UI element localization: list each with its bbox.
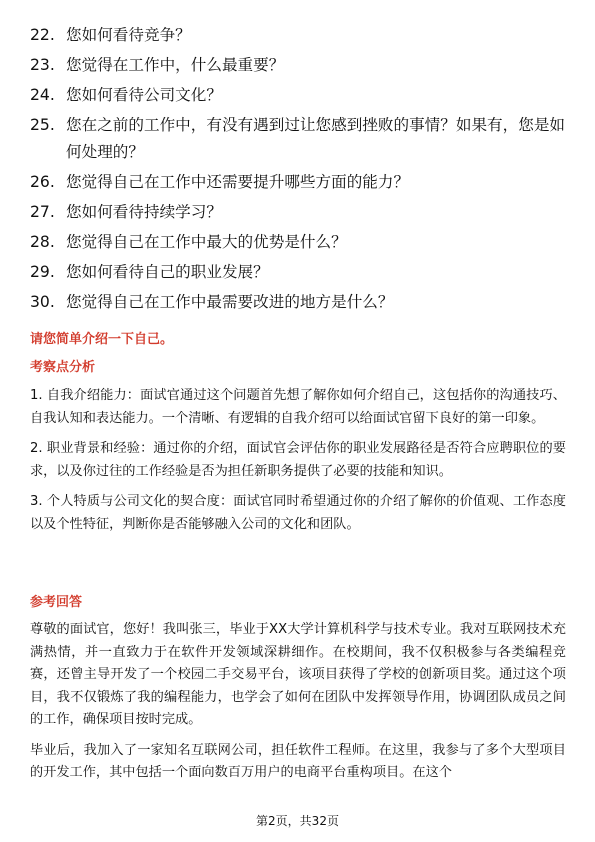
question-text: 您觉得自己在工作中还需要提升哪些方面的能力？ — [66, 173, 410, 191]
question-number: 29. — [30, 263, 55, 281]
question-item — [30, 289, 570, 316]
question-item — [30, 112, 570, 166]
question-text: 您觉得自己在工作中最大的优势是什么？ — [66, 233, 347, 251]
analysis-title: 考察点分析 — [30, 360, 96, 375]
question-item — [30, 22, 570, 49]
answer-title: 参考回答 — [30, 595, 83, 610]
page-footer: 第2页，共32页 — [256, 814, 339, 828]
question-section — [30, 330, 566, 350]
question-text: 您觉得自己在工作中最需要改进的地方是什么？ — [66, 293, 394, 311]
answer-paragraph: 尊敬的面试官，您好！我叫张三，毕业于XX大学计算机科学与技术专业。我对互联网技术充满热情，并一直致力于在软件开发领域深耕细作。在校期间，我不仅积极参与各类编程竞赛，还曾主导开发了一个校园二手交易平台，该项目获得了学校的创新项目奖。通过这个项目，我不仅锻炼了我的编程能力，也学会了如何在团队中发挥领导作用，协调团队成员之间的工作，确保项目按时完成。 — [30, 622, 566, 727]
question-list — [30, 22, 570, 319]
question-title: 请您简单介绍一下自己。 — [30, 332, 174, 347]
question-text: 您如何看待公司文化？ — [66, 86, 222, 104]
question-item — [30, 229, 570, 256]
question-item — [30, 169, 570, 196]
question-number: 25. — [30, 116, 55, 134]
question-text: 您如何看待自己的职业发展？ — [66, 263, 269, 281]
question-text: 您觉得在工作中，什么最重要？ — [66, 56, 285, 74]
question-number: 22. — [30, 26, 55, 44]
answer-section — [30, 593, 566, 785]
question-item — [30, 52, 570, 79]
question-item — [30, 259, 570, 286]
question-number: 23. — [30, 56, 55, 74]
analysis-point: 3. 个人特质与公司文化的契合度：面试官同时希望通过你的介绍了解你的价值观、工作态度以及个性特征，判断你是否能够融入公司的文化和团队。 — [30, 494, 566, 532]
question-text: 您如何看待竞争？ — [66, 26, 191, 44]
question-number: 28. — [30, 233, 55, 251]
question-number: 26. — [30, 173, 55, 191]
analysis-section — [30, 358, 566, 544]
question-item — [30, 82, 570, 109]
analysis-point: 2. 职业背景和经验：通过你的介绍，面试官会评估你的职业发展路径是否符合应聘职位的要求，以及你过往的工作经验是否为担任新职务提供了必要的技能和知识。 — [30, 441, 566, 479]
question-number: 30. — [30, 293, 55, 311]
question-text: 您在之前的工作中，有没有遇到过让您感到挫败的事情？如果有，您是如何处理的？ — [66, 116, 566, 161]
question-number: 27. — [30, 203, 55, 221]
answer-paragraph: 毕业后，我加入了一家知名互联网公司，担任软件工程师。在这里，我参与了多个大型项目的开发工作，其中包括一个面向数百万用户的电商平台重构项目。在这个 — [30, 742, 566, 780]
question-number: 24. — [30, 86, 55, 104]
question-item — [30, 199, 570, 226]
analysis-point: 1. 自我介绍能力：面试官通过这个问题首先想了解你如何介绍自己，这包括你的沟通技巧、自我认知和表达能力。一个清晰、有逻辑的自我介绍可以给面试官留下良好的第一印象。 — [30, 388, 566, 426]
question-text: 您如何看待持续学习？ — [66, 203, 222, 221]
